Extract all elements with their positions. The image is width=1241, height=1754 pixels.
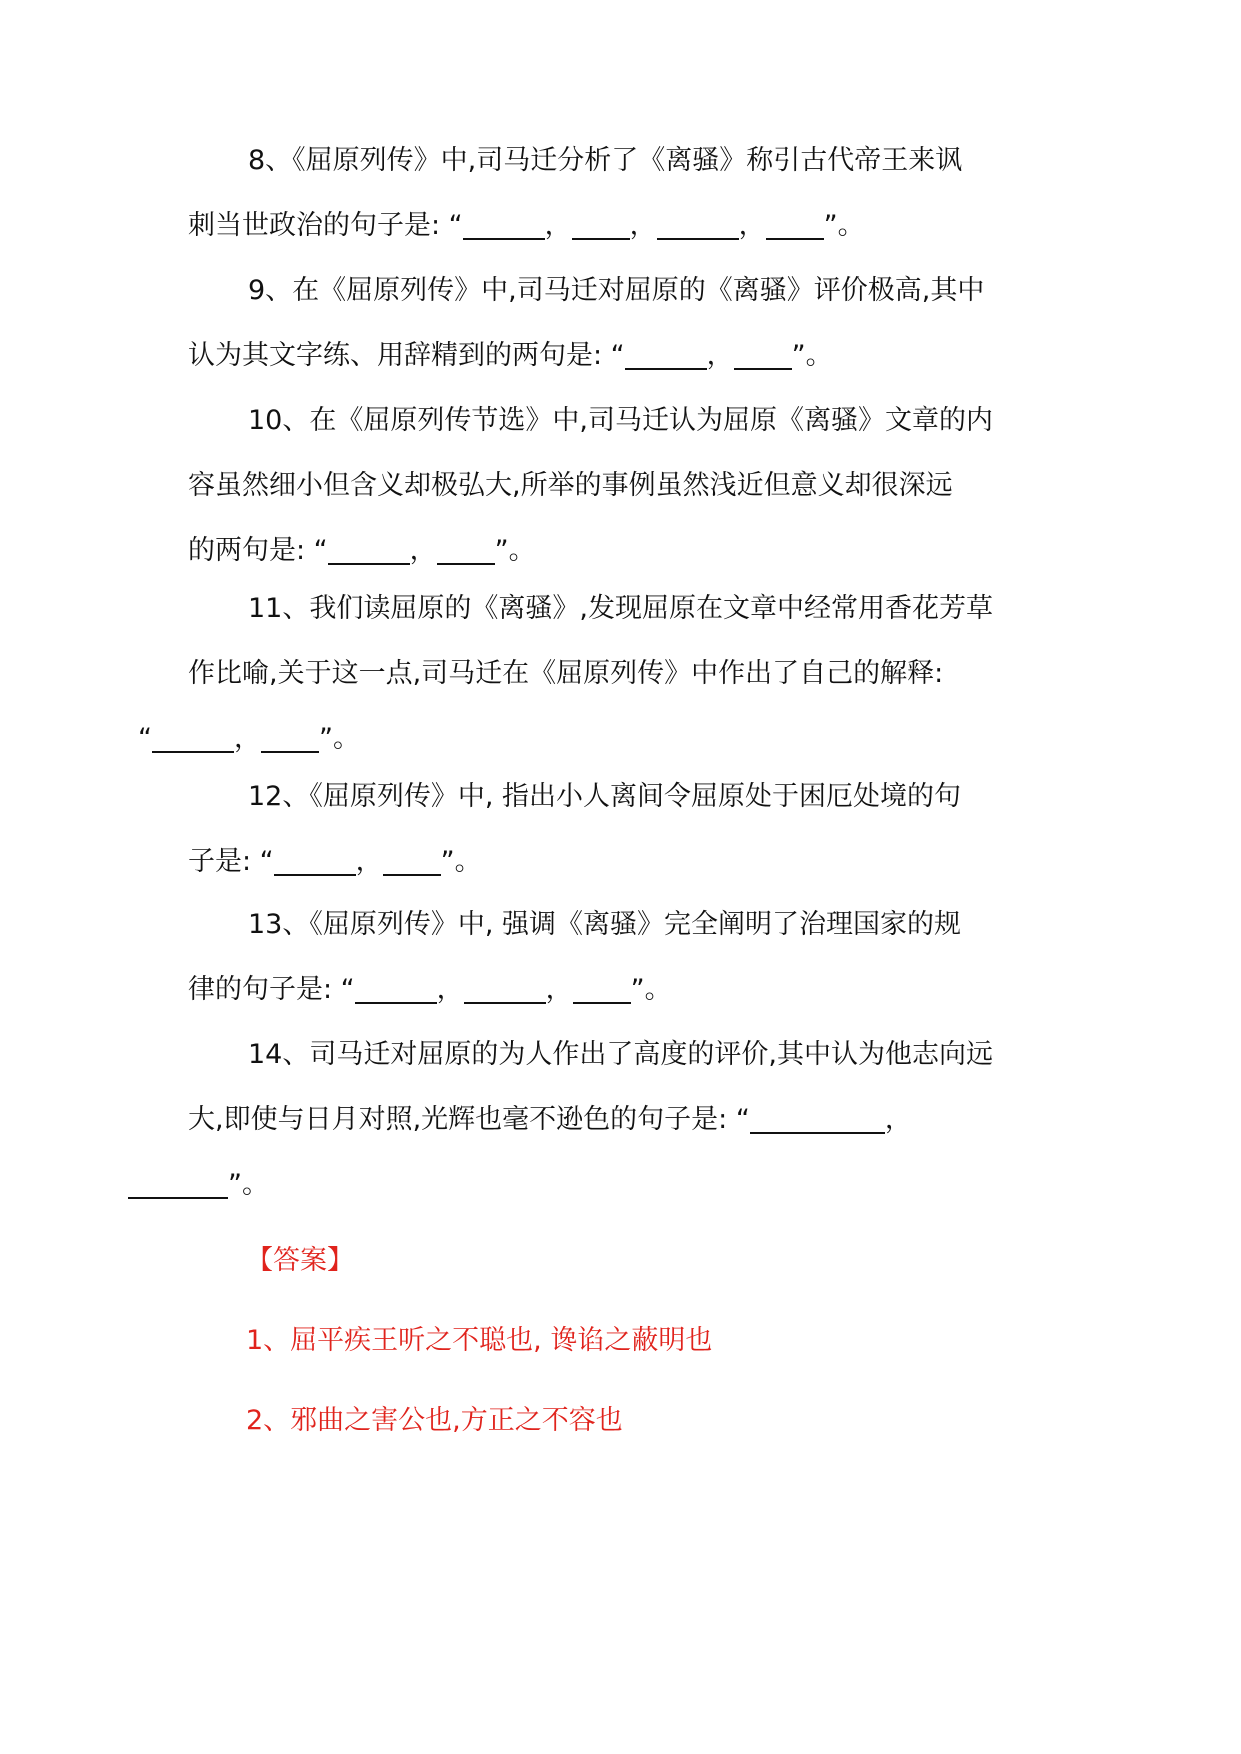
question-10-line-3: 的两句是: “ <box>188 535 328 566</box>
question-10 <box>188 388 1058 583</box>
comma: ， <box>436 974 464 1005</box>
answer-blank[interactable] <box>464 976 546 1004</box>
question-13-line-2: 律的句子是: “ <box>188 974 355 1005</box>
question-12 <box>188 764 1058 894</box>
question-8 <box>188 128 1058 258</box>
answer-item-1: 1、屈平疾王听之不聪也, 谗谄之蔽明也 <box>246 1325 713 1356</box>
answer-blank[interactable] <box>463 212 545 240</box>
answer-blank[interactable] <box>355 976 437 1004</box>
question-11-line-3: “ <box>138 723 152 754</box>
comma: ， <box>544 210 572 241</box>
answer-blank[interactable] <box>261 725 319 753</box>
comma: ， <box>234 723 261 754</box>
question-12-tail: ”。 <box>440 846 482 877</box>
comma: ， <box>545 974 573 1005</box>
question-12-line-1: 12、《屈原列传》中, 指出小人离间令屈原处于困厄处境的句 <box>248 781 962 812</box>
answer-blank[interactable] <box>274 848 356 876</box>
question-14-line-1: 14、司马迁对屈原的为人作出了高度的评价,其中认为他志向远 <box>248 1039 993 1070</box>
question-8-tail: ”。 <box>823 210 865 241</box>
answer-blank[interactable] <box>328 537 410 565</box>
question-14 <box>188 1022 1058 1217</box>
question-8-line-2: 刺当世政治的句子是: “ <box>188 210 463 241</box>
comma: ， <box>409 535 437 566</box>
question-12-line-2: 子是: “ <box>188 846 274 877</box>
answer-blank[interactable] <box>625 342 707 370</box>
comma: ， <box>738 210 766 241</box>
question-13 <box>188 892 1058 1022</box>
question-9-line-1: 9、在《屈原列传》中,司马迁对屈原的《离骚》评价极高,其中 <box>248 275 985 306</box>
question-10-line-1: 10、在《屈原列传节选》中,司马迁认为屈原《离骚》文章的内 <box>248 405 993 436</box>
question-11-line-2: 作比喻,关于这一点,司马迁在《屈原列传》中作出了自己的解释: <box>188 658 944 689</box>
answer-blank[interactable] <box>573 976 631 1004</box>
question-9 <box>188 258 1058 388</box>
question-9-tail: ”。 <box>791 340 833 371</box>
answer-blank[interactable] <box>572 212 630 240</box>
answer-heading: 【答案】 <box>246 1245 354 1276</box>
question-9-line-2: 认为其文字练、用辞精到的两句是: “ <box>188 340 625 371</box>
comma: ， <box>629 210 657 241</box>
answer-blank[interactable] <box>383 848 441 876</box>
question-10-tail: ”。 <box>494 535 536 566</box>
answer-blank[interactable] <box>437 537 495 565</box>
answer-blank[interactable] <box>152 725 234 753</box>
comma: ， <box>355 846 383 877</box>
answer-blank[interactable] <box>766 212 824 240</box>
question-14-tail: ”。 <box>228 1169 269 1200</box>
question-11-tail: ”。 <box>319 723 360 754</box>
question-13-tail: ”。 <box>630 974 672 1005</box>
question-8-line-1: 8、《屈原列传》中,司马迁分析了《离骚》称引古代帝王来讽 <box>248 145 963 176</box>
answer-item-2: 2、邪曲之害公也,方正之不容也 <box>246 1405 623 1436</box>
comma: ， <box>884 1104 912 1135</box>
question-14-line-2: 大,即使与日月对照,光辉也毫不逊色的句子是: “ <box>188 1104 750 1135</box>
question-13-line-1: 13、《屈原列传》中, 强调《离骚》完全阐明了治理国家的规 <box>248 909 962 940</box>
answer-blank[interactable] <box>657 212 739 240</box>
answer-blank[interactable] <box>734 342 792 370</box>
question-10-line-2: 容虽然细小但含义却极弘大,所举的事例虽然浅近但意义却很深远 <box>188 470 953 501</box>
comma: ， <box>706 340 734 371</box>
question-11-line-1: 11、我们读屈原的《离骚》,发现屈原在文章中经常用香花芳草 <box>248 593 993 624</box>
question-11 <box>138 576 1058 771</box>
answer-blank[interactable] <box>128 1171 228 1199</box>
answer-blank[interactable] <box>750 1106 885 1134</box>
